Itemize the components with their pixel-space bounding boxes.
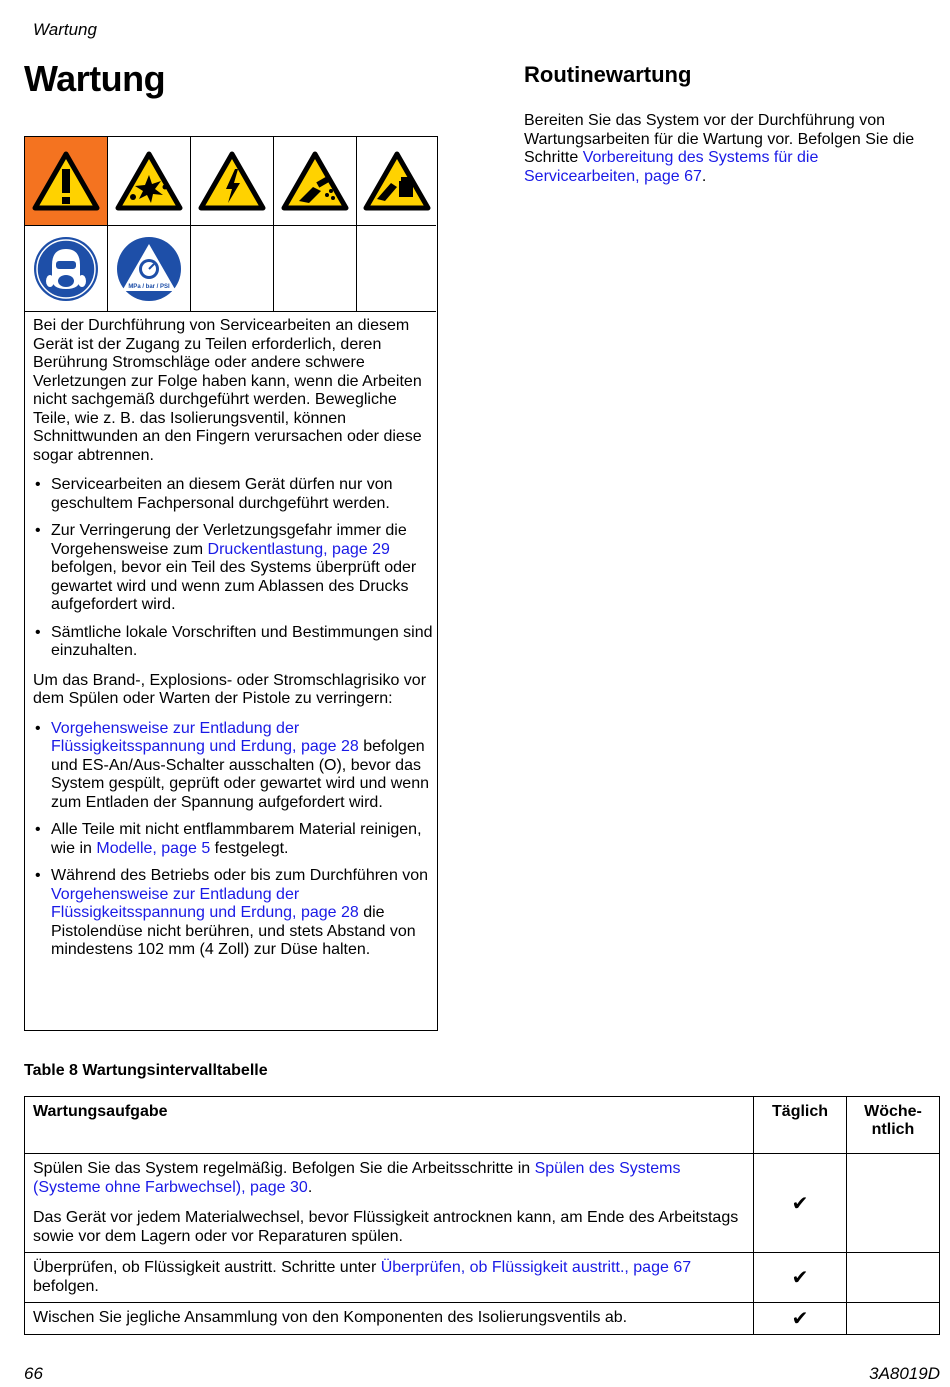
warning-exclamation-icon bbox=[25, 137, 108, 226]
document-number: 3A8019D bbox=[869, 1364, 940, 1383]
warning-list-1 bbox=[33, 476, 433, 661]
link-leak-check[interactable]: Überprüfen, ob Flüssigkeit austritt., page 67 bbox=[380, 1259, 692, 1276]
link-pressure-relief[interactable]: Druckentlastung, page 29 bbox=[207, 540, 390, 558]
page-title: Wartung bbox=[24, 58, 166, 99]
gauge-label: MPa / bar / PSI bbox=[128, 283, 170, 290]
daily-check: ✔ bbox=[754, 1303, 847, 1335]
warning-box bbox=[24, 136, 438, 1031]
weekly-check bbox=[847, 1253, 940, 1303]
explosion-hazard-icon bbox=[108, 137, 191, 226]
table-row bbox=[25, 1253, 940, 1303]
list-item: • Während des Betriebs oder bis zum Durchführen von Vorgehensweise zur Entladung der Flüssigkeitsspannung und Erdung, page 28 die Pistolendüse nicht berühren, und stets Abstand von mindestens 102 mm (4 Zoll) zur Düse halten. bbox=[33, 867, 433, 960]
header-weekly: Wöche- ntlich bbox=[847, 1097, 940, 1154]
list-item: • Servicearbeiten an diesem Gerät dürfen nur von geschultem Fachpersonal durchgeführt werden. bbox=[33, 476, 433, 513]
warning-intro-2: Um das Brand-, Explosions- oder Stromschlagrisiko vor dem Spülen oder Warten der Pistole zu verringern: bbox=[33, 671, 427, 707]
link-voltage-discharge[interactable]: Vorgehensweise zur Entladung der Flüssigkeitsspannung und Erdung, page 28 bbox=[51, 719, 359, 755]
list-item: • Alle Teile mit nicht entflammbarem Material reinigen, wie in Modelle, page 5 festgelegt. bbox=[33, 821, 433, 858]
pressure-gauge-icon bbox=[108, 226, 191, 312]
link-voltage-discharge-2[interactable]: Vorgehensweise zur Entladung der Flüssigkeitsspannung und Erdung, page 28 bbox=[51, 885, 359, 921]
weekly-check bbox=[847, 1154, 940, 1253]
maintenance-table bbox=[24, 1096, 940, 1335]
warning-intro: Bei der Durchführung von Servicearbeiten an diesem Gerät ist der Zugang zu Teilen erforderlich, deren Berührung Stromschläge oder andere schwere Verletzungen zur Folge haben kann, wenn die Arbeiten nicht sachgemäß durchgeführt werden. Bewegliche Teile, wie z. B. das Isolierungsventil, können Schnittwunden an den Fingern verursachen oder diese sogar abtrennen. bbox=[33, 317, 422, 464]
header-daily: Täglich bbox=[754, 1097, 847, 1154]
table-row bbox=[25, 1154, 940, 1253]
running-head: Wartung bbox=[33, 20, 97, 39]
header-task: Wartungsaufgabe bbox=[25, 1097, 754, 1154]
list-item: • Sämtliche lokale Vorschriften und Bestimmungen sind einzuhalten. bbox=[33, 624, 433, 661]
list-item: • Zur Verringerung der Verletzungsgefahr immer die Vorgehensweise zum Druckentlastung, page 29 befolgen, bevor ein Teil des Systems überprüft oder gewartet wird und wenn zum Ablassen des Drucks aufgefordert wird. bbox=[33, 522, 433, 615]
link-flush-system[interactable]: Spülen des Systems (Systeme ohne Farbwechsel), page 30 bbox=[33, 1160, 681, 1196]
electric-shock-icon bbox=[191, 137, 274, 226]
page-number: 66 bbox=[24, 1364, 43, 1383]
table-header-row bbox=[25, 1097, 940, 1154]
warning-text bbox=[33, 317, 433, 971]
skin-injection-icon bbox=[274, 137, 357, 226]
warning-list-2 bbox=[33, 720, 433, 960]
routine-heading: Routinewartung bbox=[524, 62, 692, 87]
respirator-icon bbox=[25, 226, 108, 312]
table-row bbox=[25, 1303, 940, 1335]
routine-text: Bereiten Sie das System vor der Durchführung von Wartungsarbeiten für die Wartung vor. Befolgen Sie die Schritte Vorbereitung des Systems für die Servicearbeiten, page 67. bbox=[524, 112, 915, 185]
empty-icon-cell bbox=[191, 226, 274, 312]
task-cell: Wischen Sie jegliche Ansammlung von den Komponenten des Isolierungsventils ab. bbox=[25, 1303, 754, 1335]
daily-check: ✔ bbox=[754, 1253, 847, 1303]
table-caption: Table 8 Wartungsintervalltabelle bbox=[24, 1062, 268, 1079]
task-cell: Spülen Sie das System regelmäßig. Befolgen Sie die Arbeitsschritte in Spülen des Systems (Systeme ohne Farbwechsel), page 30. Das Gerät vor jedem Materialwechsel, bevor Flüssigkeit antrocknen kann, am Ende des Arbeitstags sowie vor dem Lagern oder vor Reparaturen spülen. bbox=[25, 1154, 754, 1253]
empty-icon-cell bbox=[357, 226, 436, 312]
link-system-prep[interactable]: Vorbereitung des Systems für die Servicearbeiten, page 67 bbox=[524, 149, 819, 185]
link-models[interactable]: Modelle, page 5 bbox=[96, 839, 211, 857]
task-cell: Überprüfen, ob Flüssigkeit austritt. Schritte unter Überprüfen, ob Flüssigkeit austritt., page 67 befolgen. bbox=[25, 1253, 754, 1303]
daily-check: ✔ bbox=[754, 1154, 847, 1253]
moving-parts-icon bbox=[357, 137, 436, 226]
weekly-check bbox=[847, 1303, 940, 1335]
list-item: • Vorgehensweise zur Entladung der Flüssigkeitsspannung und Erdung, page 28 befolgen und ES-An/Aus-Schalter ausschalten (O), bevor das System gespült, geprüft oder gewartet wird und wenn zum Entladen der Spannung aufgefordert wird. bbox=[33, 720, 433, 813]
empty-icon-cell bbox=[274, 226, 357, 312]
